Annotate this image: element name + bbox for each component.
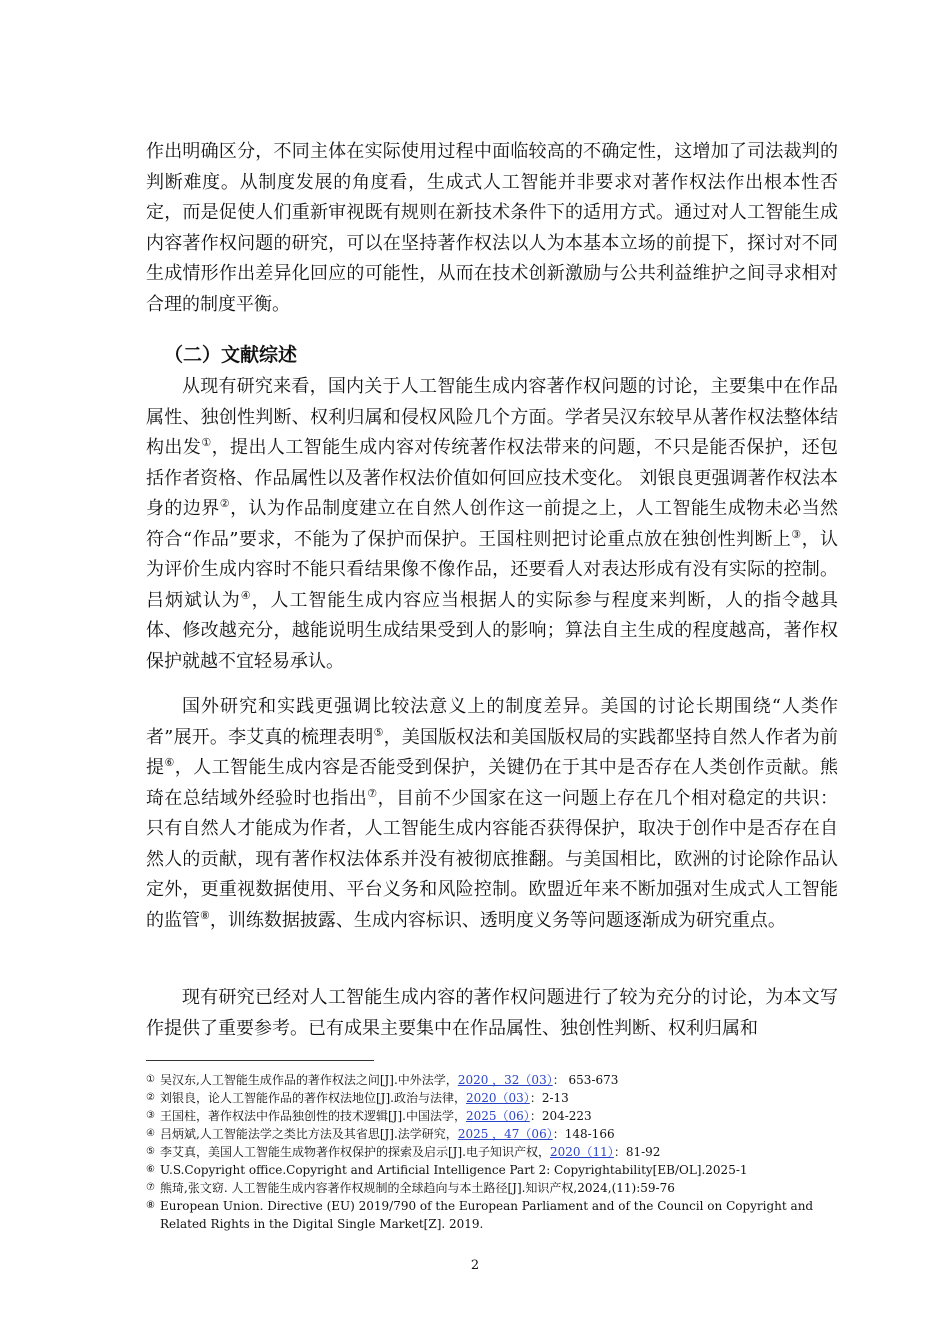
- footnote-link[interactable]: 2020（03）: [466, 1091, 530, 1105]
- footnote-number: ⑤: [146, 1146, 155, 1157]
- section-heading: （二）文献综述: [164, 344, 298, 366]
- paragraph-2-text-1: 从现有研究来看，国内关于人工智能生成内容著作权问题的讨论，主要集中在作品属性、独创性判断、权利归属和侵权风险几个方面。学者吴汉东较早从著作权法整体结构出发: [146, 376, 838, 458]
- footnote-pages: ： 653-673: [552, 1073, 619, 1087]
- footnote-ref-2[interactable]: ②: [219, 497, 231, 510]
- footnote-number: ①: [146, 1074, 155, 1085]
- footnote-text: 刘银良，论人工智能作品的著作权法地位[J].政治与法律，: [160, 1091, 466, 1105]
- footnote-item: [146, 1161, 846, 1179]
- footnote-number: ⑧: [146, 1200, 155, 1211]
- footnote-ref-7[interactable]: ⑦: [367, 786, 378, 800]
- footnote-text: European Union. Directive (EU) 2019/790 of the European Parliament and of the Council on Copyright and Related Rights in the Digital Single Market[Z]. 2019.: [160, 1199, 814, 1231]
- paragraph-3-text-5: ，训练数据披露、生成内容标识、透明度义务等问题逐渐成为研究重点。: [209, 909, 786, 931]
- footnote-number: ④: [146, 1128, 155, 1139]
- paragraph-3-text-4: ，目前不少国家在这一问题上存在几个相对稳定的共识：只有自然人才能成为作者，人工智能生成内容能否获得保护，取决于创作中是否存在自然人的贡献，现有著作权法体系并没有被彻底推翻。与美国相比，欧洲的讨论除作品认定外，更重视数据使用、平台义务和风险控制。欧盟近年来不断加强对生成式人工智能的监管: [146, 787, 839, 931]
- footnote-item: [146, 1125, 846, 1143]
- footnote-link[interactable]: 2020（11）: [550, 1145, 614, 1159]
- footnote-pages: ：81-92: [613, 1145, 661, 1159]
- paragraph-3: [146, 692, 838, 936]
- paragraph-2: [146, 372, 838, 677]
- footnote-ref-1[interactable]: ①: [201, 436, 212, 449]
- footnote-ref-3[interactable]: ③: [791, 527, 802, 541]
- footnote-pages: ：2-13: [529, 1091, 569, 1105]
- footnote-pages: ：148-166: [552, 1127, 615, 1141]
- footnote-ref-5[interactable]: ⑤: [373, 725, 384, 739]
- footnote-number: ②: [146, 1092, 155, 1103]
- footnote-ref-8[interactable]: ⑧: [200, 908, 210, 922]
- footnote-item: [146, 1071, 846, 1089]
- footnote-text: 熊琦,张文窈. 人工智能生成内容著作权规制的全球趋向与本土路径[J].知识产权,2024,(11):59-76: [160, 1181, 675, 1195]
- paragraph-2-text-2: ，提出人工智能生成内容对传统著作权法带来的问题，不只是能否保护，还包括作者资格、作品属性以及著作权法价值如何回应技术变化。 刘银良更强调著作权法本身的边界: [146, 437, 839, 519]
- paragraph-3-text-1: 国外研究和实践更强调比较法意义上的制度差异。美国的讨论长期围绕“人类作者”展开。李艾真的梳理表明: [146, 696, 838, 748]
- footnote-text: 李艾真，美国人工智能生成物著作权保护的探索及启示[J].电子知识产权，: [160, 1145, 550, 1159]
- footnote-number: ③: [146, 1110, 155, 1121]
- footnote-number: ⑥: [146, 1164, 155, 1175]
- paragraph-3-text-2: ，美国版权法和美国版权局的实践都坚持自然人作者为前提: [146, 726, 838, 778]
- footnote-item: [146, 1197, 846, 1233]
- paragraph-2-text-4: ，认为评价生成内容时不能只看结果像不像作品，还要看人对表达形成有没有实际的控制。吕炳斌认为: [146, 528, 838, 611]
- footnote-link[interactable]: 2025（06）: [466, 1109, 530, 1123]
- footnote-text: 王国柱，著作权法中作品独创性的技术逻辑[J].中国法学，: [160, 1109, 466, 1123]
- footnote-item: [146, 1107, 846, 1125]
- paragraph-2-text-5: ，人工智能生成内容应当根据人的实际参与程度来判断，人的指令越具体、修改越充分，越能说明生成结果受到人的影响；算法自主生成的程度越高，著作权保护就越不宜轻易承认。: [146, 589, 838, 672]
- footnote-link[interactable]: 2025 ，47（06）: [457, 1127, 553, 1141]
- page-number: 2: [470, 1258, 480, 1273]
- footnote-item: [146, 1179, 846, 1197]
- paragraph-4: 现有研究已经对人工智能生成内容的著作权问题进行了较为充分的讨论，为本文写作提供了重要参考。已有成果主要集中在作品属性、独创性判断、权利归属和: [146, 987, 838, 1039]
- footnote-text: 吕炳斌,人工智能法学之类比方法及其省思[J].法学研究，: [160, 1127, 458, 1141]
- paragraph-2-text-3: ，认为作品制度建立在自然人创作这一前提之上，人工智能生成物未必当然符合“作品”要求，不能为了保护而保护。王国柱则把讨论重点放在独创性判断上: [146, 498, 839, 550]
- footnote-list: [146, 1071, 846, 1233]
- paragraph-3-text-3: ，人工智能生成内容是否能受到保护，关键仍在于其中是否存在人类创作贡献。熊琦在总结域外经验时也指出: [146, 757, 838, 809]
- footnote-pages: ：204-223: [529, 1109, 592, 1123]
- footnote-number: ⑦: [146, 1182, 155, 1193]
- footnote-separator: [146, 1060, 374, 1061]
- footnote-text: 吴汉东,人工智能生成作品的著作权法之问[J].中外法学，: [160, 1073, 458, 1087]
- footnote-text: U.S.Copyright office.Copyright and Artificial Intelligence Part 2: Copyrightability[EB/OL].2025-1: [160, 1163, 748, 1177]
- footnote-link[interactable]: 2020 ，32（03）: [457, 1073, 553, 1087]
- footnote-ref-6[interactable]: ⑥: [164, 756, 175, 769]
- footnote-item: [146, 1143, 846, 1161]
- footnote-item: [146, 1089, 846, 1107]
- paragraph-1: 作出明确区分，不同主体在实际使用过程中面临较高的不确定性，这增加了司法裁判的判断难度。从制度发展的角度看，生成式人工智能并非要求对著作权法作出根本性否定，而是促使人们重新审视既有规则在新技术条件下的适用方式。通过对人工智能生成内容著作权问题的研究，可以在坚持著作权法以人为本基本立场的前提下，探讨对不同生成情形作出差异化回应的可能性，从而在技术创新激励与公共利益维护之间寻求相对合理的制度平衡。: [146, 141, 838, 315]
- footnote-ref-4[interactable]: ④: [240, 588, 252, 602]
